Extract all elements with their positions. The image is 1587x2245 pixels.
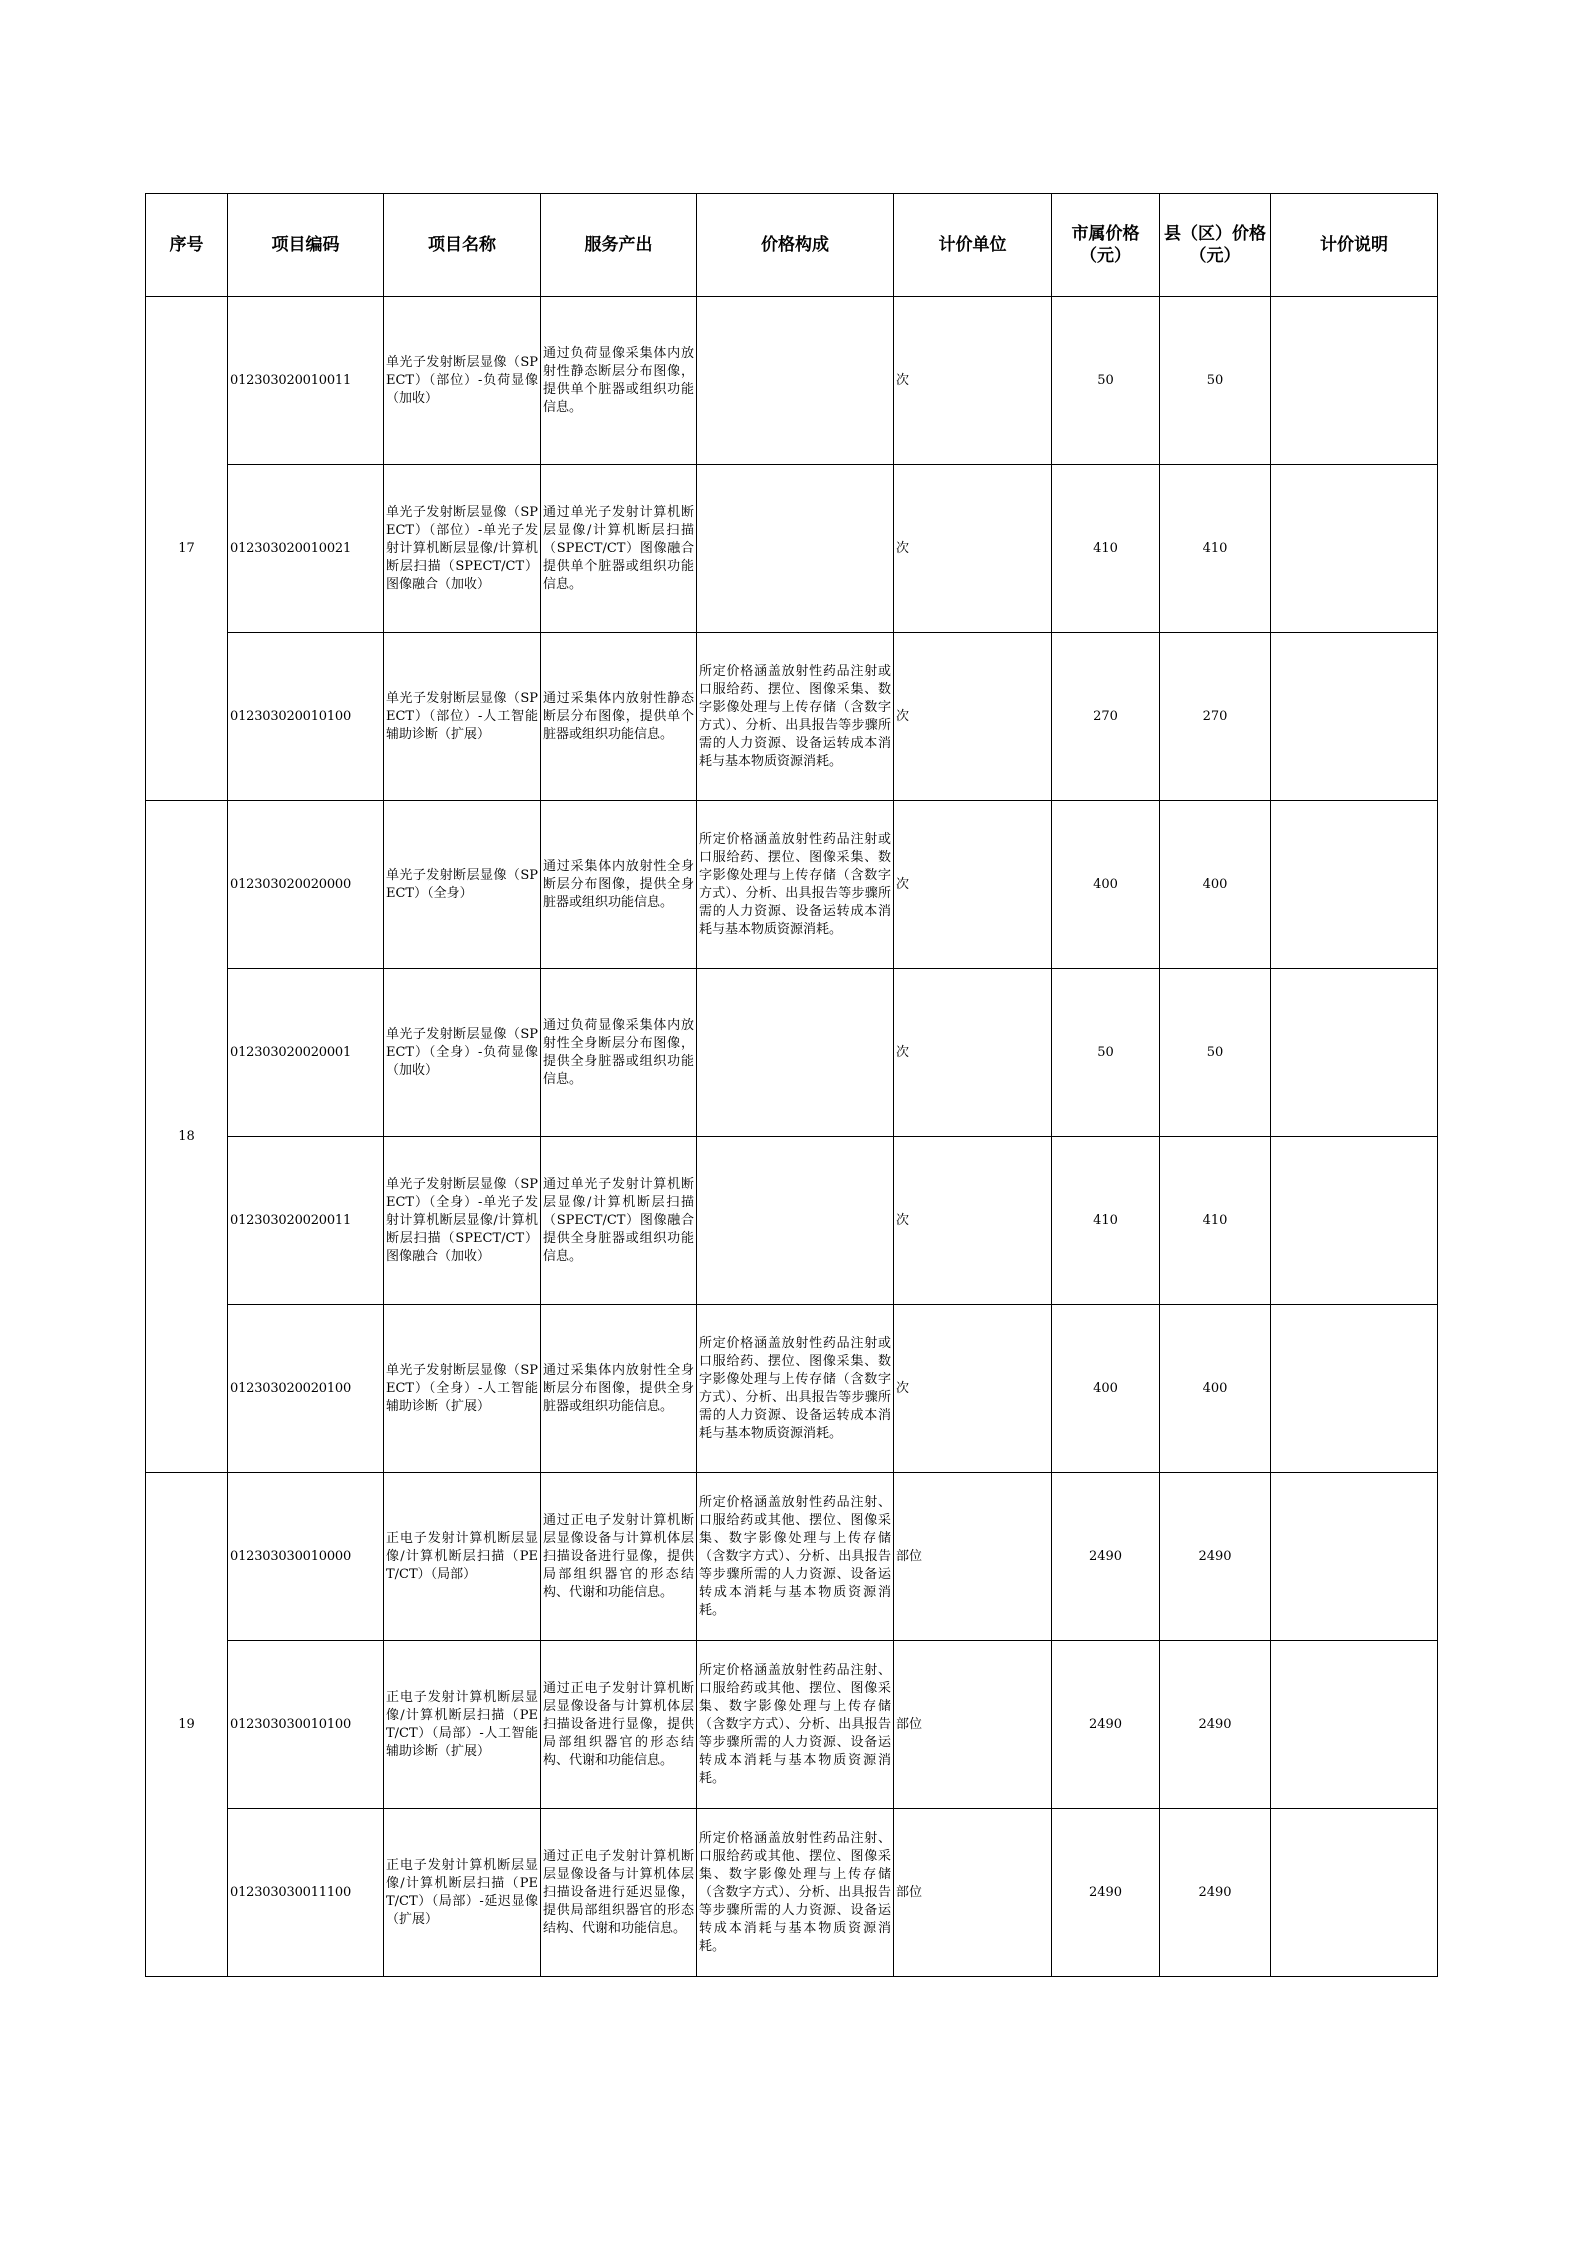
note-cell bbox=[1271, 297, 1438, 465]
code-cell: 012303020010100 bbox=[228, 633, 384, 801]
output-cell: 通过单光子发射计算机断层显像/计算机断层扫描（SPECT/CT）图像融合提供单个脏器或组织功能信息。 bbox=[541, 465, 697, 633]
note-cell bbox=[1271, 1305, 1438, 1473]
county-price-cell: 2490 bbox=[1160, 1641, 1271, 1809]
county-price-cell: 2490 bbox=[1160, 1473, 1271, 1641]
header-seq: 序号 bbox=[146, 194, 228, 297]
unit-cell: 部位 bbox=[894, 1473, 1052, 1641]
unit-cell: 次 bbox=[894, 297, 1052, 465]
table-row bbox=[146, 801, 1438, 969]
header-output: 服务产出 bbox=[541, 194, 697, 297]
header-city-price: 市属价格（元） bbox=[1052, 194, 1160, 297]
city-price-cell: 2490 bbox=[1052, 1641, 1160, 1809]
note-cell bbox=[1271, 633, 1438, 801]
name-cell: 正电子发射计算机断层显像/计算机断层扫描（PET/CT）（局部）-人工智能辅助诊断（扩展） bbox=[384, 1641, 541, 1809]
seq-cell: 19 bbox=[146, 1473, 228, 1977]
county-price-cell: 50 bbox=[1160, 969, 1271, 1137]
table-row bbox=[146, 465, 1438, 633]
name-cell: 单光子发射断层显像（SPECT）（全身）-人工智能辅助诊断（扩展） bbox=[384, 1305, 541, 1473]
unit-cell: 部位 bbox=[894, 1809, 1052, 1977]
price-table bbox=[145, 193, 1438, 1977]
city-price-cell: 400 bbox=[1052, 1305, 1160, 1473]
name-cell: 正电子发射计算机断层显像/计算机断层扫描（PET/CT）（局部） bbox=[384, 1473, 541, 1641]
unit-cell: 次 bbox=[894, 801, 1052, 969]
city-price-cell: 2490 bbox=[1052, 1473, 1160, 1641]
table-row bbox=[146, 297, 1438, 465]
name-cell: 正电子发射计算机断层显像/计算机断层扫描（PET/CT）（局部）-延迟显像（扩展） bbox=[384, 1809, 541, 1977]
header-county-price: 县（区）价格（元） bbox=[1160, 194, 1271, 297]
table-row bbox=[146, 1305, 1438, 1473]
name-cell: 单光子发射断层显像（SPECT）（部位）-负荷显像（加收） bbox=[384, 297, 541, 465]
code-cell: 012303020010021 bbox=[228, 465, 384, 633]
code-cell: 012303030010000 bbox=[228, 1473, 384, 1641]
output-cell: 通过采集体内放射性全身断层分布图像，提供全身脏器或组织功能信息。 bbox=[541, 801, 697, 969]
composition-cell bbox=[697, 465, 894, 633]
composition-cell: 所定价格涵盖放射性药品注射、口服给药或其他、摆位、图像采集、数字影像处理与上传存储（含数字方式）、分析、出具报告等步骤所需的人力资源、设备运转成本消耗与基本物质资源消耗。 bbox=[697, 1473, 894, 1641]
composition-cell: 所定价格涵盖放射性药品注射或口服给药、摆位、图像采集、数字影像处理与上传存储（含数字方式）、分析、出具报告等步骤所需的人力资源、设备运转成本消耗与基本物质资源消耗。 bbox=[697, 801, 894, 969]
output-cell: 通过正电子发射计算机断层显像设备与计算机体层扫描设备进行显像，提供局部组织器官的形态结构、代谢和功能信息。 bbox=[541, 1641, 697, 1809]
code-cell: 012303030011100 bbox=[228, 1809, 384, 1977]
composition-cell: 所定价格涵盖放射性药品注射或口服给药、摆位、图像采集、数字影像处理与上传存储（含数字方式）、分析、出具报告等步骤所需的人力资源、设备运转成本消耗与基本物质资源消耗。 bbox=[697, 1305, 894, 1473]
name-cell: 单光子发射断层显像（SPECT）（部位）-人工智能辅助诊断（扩展） bbox=[384, 633, 541, 801]
note-cell bbox=[1271, 465, 1438, 633]
county-price-cell: 410 bbox=[1160, 1137, 1271, 1305]
county-price-cell: 2490 bbox=[1160, 1809, 1271, 1977]
table-row bbox=[146, 1641, 1438, 1809]
city-price-cell: 410 bbox=[1052, 1137, 1160, 1305]
code-cell: 012303020010011 bbox=[228, 297, 384, 465]
composition-cell bbox=[697, 1137, 894, 1305]
output-cell: 通过负荷显像采集体内放射性全身断层分布图像，提供全身脏器或组织功能信息。 bbox=[541, 969, 697, 1137]
code-cell: 012303020020100 bbox=[228, 1305, 384, 1473]
code-cell: 012303020020011 bbox=[228, 1137, 384, 1305]
output-cell: 通过正电子发射计算机断层显像设备与计算机体层扫描设备进行延迟显像，提供局部组织器官的形态结构、代谢和功能信息。 bbox=[541, 1809, 697, 1977]
unit-cell: 次 bbox=[894, 1305, 1052, 1473]
composition-cell bbox=[697, 969, 894, 1137]
output-cell: 通过采集体内放射性全身断层分布图像，提供全身脏器或组织功能信息。 bbox=[541, 1305, 697, 1473]
table-row bbox=[146, 969, 1438, 1137]
composition-cell: 所定价格涵盖放射性药品注射、口服给药或其他、摆位、图像采集、数字影像处理与上传存储（含数字方式）、分析、出具报告等步骤所需的人力资源、设备运转成本消耗与基本物质资源消耗。 bbox=[697, 1641, 894, 1809]
note-cell bbox=[1271, 1473, 1438, 1641]
table-row bbox=[146, 1809, 1438, 1977]
county-price-cell: 400 bbox=[1160, 801, 1271, 969]
note-cell bbox=[1271, 1809, 1438, 1977]
header-name: 项目名称 bbox=[384, 194, 541, 297]
county-price-cell: 410 bbox=[1160, 465, 1271, 633]
unit-cell: 次 bbox=[894, 1137, 1052, 1305]
header-unit: 计价单位 bbox=[894, 194, 1052, 297]
name-cell: 单光子发射断层显像（SPECT）（全身）-单光子发射计算机断层显像/计算机断层扫描（SPECT/CT）图像融合（加收） bbox=[384, 1137, 541, 1305]
city-price-cell: 270 bbox=[1052, 633, 1160, 801]
unit-cell: 次 bbox=[894, 969, 1052, 1137]
name-cell: 单光子发射断层显像（SPECT）（全身）-负荷显像（加收） bbox=[384, 969, 541, 1137]
county-price-cell: 400 bbox=[1160, 1305, 1271, 1473]
table-row bbox=[146, 1473, 1438, 1641]
output-cell: 通过负荷显像采集体内放射性静态断层分布图像，提供单个脏器或组织功能信息。 bbox=[541, 297, 697, 465]
note-cell bbox=[1271, 801, 1438, 969]
code-cell: 012303020020000 bbox=[228, 801, 384, 969]
seq-cell: 18 bbox=[146, 801, 228, 1473]
code-cell: 012303030010100 bbox=[228, 1641, 384, 1809]
county-price-cell: 50 bbox=[1160, 297, 1271, 465]
city-price-cell: 410 bbox=[1052, 465, 1160, 633]
header-note: 计价说明 bbox=[1271, 194, 1438, 297]
unit-cell: 次 bbox=[894, 633, 1052, 801]
city-price-cell: 50 bbox=[1052, 297, 1160, 465]
seq-cell: 17 bbox=[146, 297, 228, 801]
city-price-cell: 2490 bbox=[1052, 1809, 1160, 1977]
name-cell: 单光子发射断层显像（SPECT）（全身） bbox=[384, 801, 541, 969]
code-cell: 012303020020001 bbox=[228, 969, 384, 1137]
header-code: 项目编码 bbox=[228, 194, 384, 297]
note-cell bbox=[1271, 1641, 1438, 1809]
note-cell bbox=[1271, 969, 1438, 1137]
output-cell: 通过正电子发射计算机断层显像设备与计算机体层扫描设备进行显像，提供局部组织器官的形态结构、代谢和功能信息。 bbox=[541, 1473, 697, 1641]
unit-cell: 部位 bbox=[894, 1641, 1052, 1809]
composition-cell bbox=[697, 297, 894, 465]
composition-cell: 所定价格涵盖放射性药品注射、口服给药或其他、摆位、图像采集、数字影像处理与上传存储（含数字方式）、分析、出具报告等步骤所需的人力资源、设备运转成本消耗与基本物质资源消耗。 bbox=[697, 1809, 894, 1977]
table-row bbox=[146, 633, 1438, 801]
note-cell bbox=[1271, 1137, 1438, 1305]
header-composition: 价格构成 bbox=[697, 194, 894, 297]
name-cell: 单光子发射断层显像（SPECT）（部位）-单光子发射计算机断层显像/计算机断层扫描（SPECT/CT）图像融合（加收） bbox=[384, 465, 541, 633]
output-cell: 通过采集体内放射性静态断层分布图像，提供单个脏器或组织功能信息。 bbox=[541, 633, 697, 801]
table-row bbox=[146, 1137, 1438, 1305]
city-price-cell: 400 bbox=[1052, 801, 1160, 969]
city-price-cell: 50 bbox=[1052, 969, 1160, 1137]
output-cell: 通过单光子发射计算机断层显像/计算机断层扫描（SPECT/CT）图像融合提供全身脏器或组织功能信息。 bbox=[541, 1137, 697, 1305]
composition-cell: 所定价格涵盖放射性药品注射或口服给药、摆位、图像采集、数字影像处理与上传存储（含数字方式）、分析、出具报告等步骤所需的人力资源、设备运转成本消耗与基本物质资源消耗。 bbox=[697, 633, 894, 801]
county-price-cell: 270 bbox=[1160, 633, 1271, 801]
unit-cell: 次 bbox=[894, 465, 1052, 633]
header-row bbox=[146, 194, 1438, 297]
